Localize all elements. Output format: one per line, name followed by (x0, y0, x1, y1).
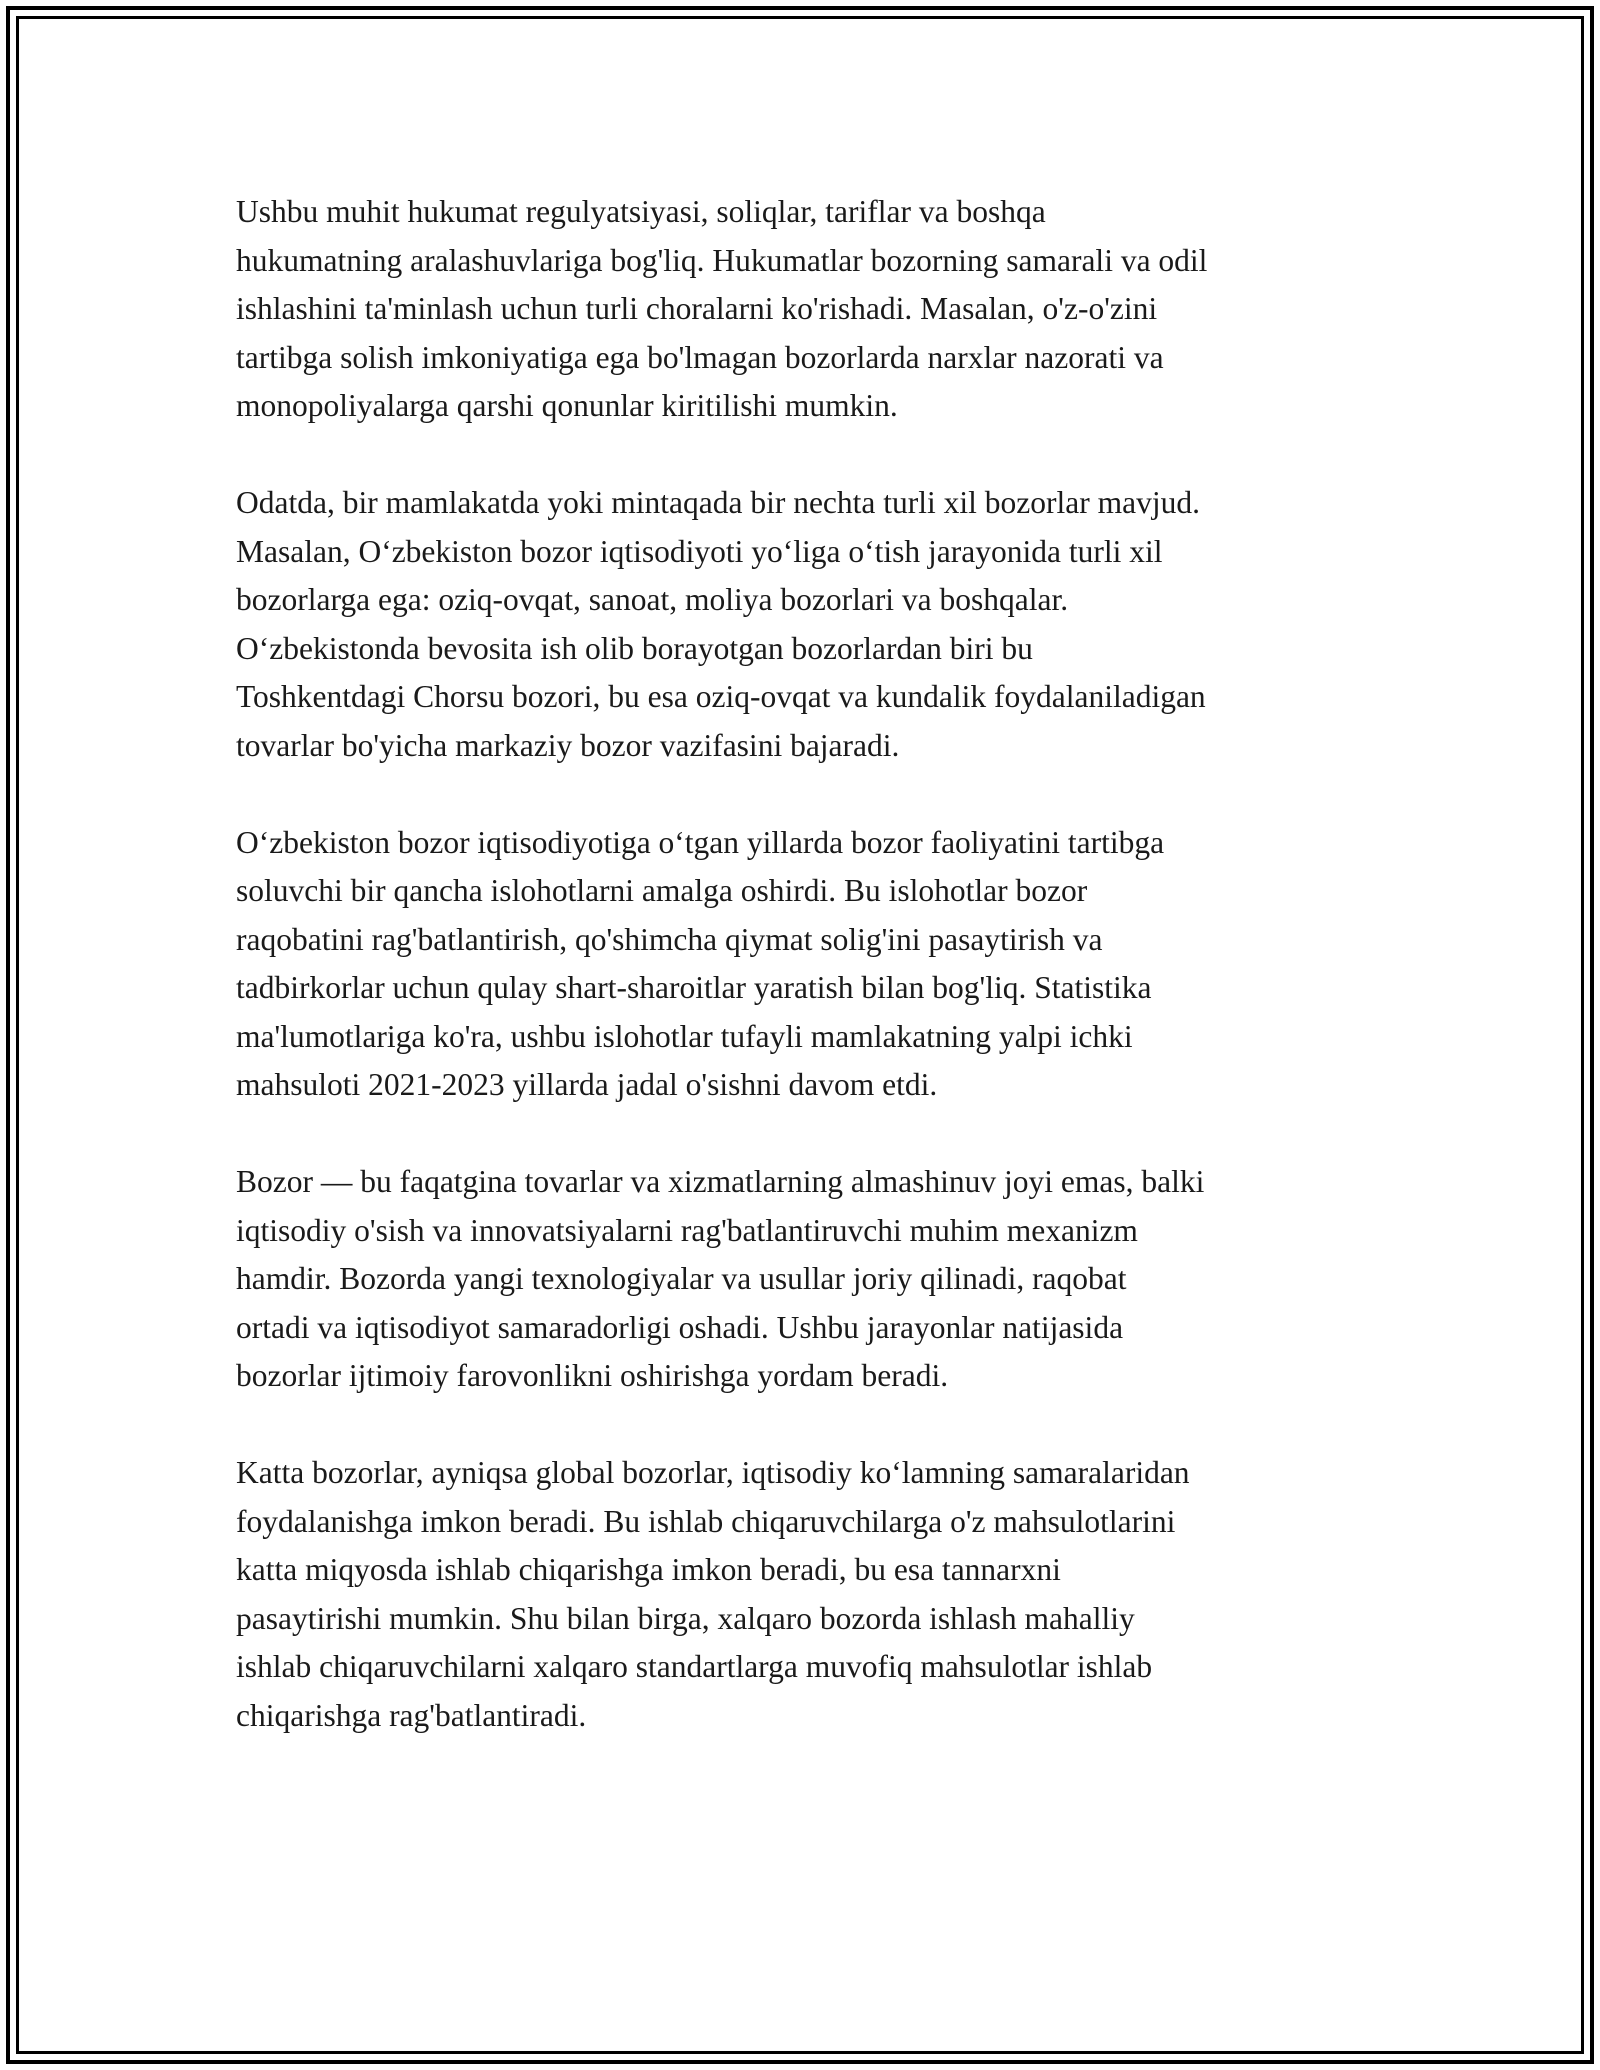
paragraph-4: Bozor — bu faqatgina tovarlar va xizmatlarning almashinuv joyi emas, balki iqtisodiy o'sish va innovatsiyalarni rag'batlantiruvchi muhim mexanizm hamdir. Bozorda yangi texnologiyalar va usullar joriy qilinadi, raqobat ortadi va iqtisodiyot samaradorligi oshadi. Ushbu jarayonlar natijasida bozorlar ijtimoiy farovonlikni oshirishga yordam beradi. (236, 1164, 1205, 1393)
document-body (236, 188, 1386, 1789)
paragraph-1: Ushbu muhit hukumat regulyatsiyasi, soliqlar, tariflar va boshqa hukumatning aralashuvlariga bog'liq. Hukumatlar bozorning samarali va odil ishlashini ta'minlash uchun turli choralarni ko'rishadi. Masalan, o'z-o'zini tartibga solish imkoniyatiga ega bo'lmagan bozorlarda narxlar nazorati va monopoliyalarga qarshi qonunlar kiritilishi mumkin. (236, 194, 1208, 423)
paragraph-2: Odatda, bir mamlakatda yoki mintaqada bir nechta turli xil bozorlar mavjud. Masalan, O‘zbekiston bozor iqtisodiyoti yo‘liga o‘tish jarayonida turli xil bozorlarga ega: oziq-ovqat, sanoat, moliya bozorlari va boshqalar. O‘zbekistonda bevosita ish olib borayotgan bozorlardan biri bu Toshkentdagi Chorsu bozori, bu esa oziq-ovqat va kundalik foydalaniladigan tovarlar bo'yicha markaziy bozor vazifasini bajaradi. (236, 485, 1206, 763)
paragraph-5: Katta bozorlar, ayniqsa global bozorlar, iqtisodiy ko‘lamning samaralaridan foydalanishga imkon beradi. Bu ishlab chiqaruvchilarga o'z mahsulotlarini katta miqyosda ishlab chiqarishga imkon beradi, bu esa tannarxni pasaytirishi mumkin. Shu bilan birga, xalqaro bozorda ishlash mahalliy ishlab chiqaruvchilarni xalqaro standartlarga muvofiq mahsulotlar ishlab chiqarishga rag'batlantiradi. (236, 1455, 1190, 1733)
paragraph-3: O‘zbekiston bozor iqtisodiyotiga o‘tgan yillarda bozor faoliyatini tartibga soluvchi bir qancha islohotlarni amalga oshirdi. Bu islohotlar bozor raqobatini rag'batlantirish, qo'shimcha qiymat solig'ini pasaytirish va tadbirkorlar uchun qulay shart-sharoitlar yaratish bilan bog'liq. Statistika ma'lumotlariga ko'ra, ushbu islohotlar tufayli mamlakatning yalpi ichki mahsuloti 2021-2023 yillarda jadal o'sishni davom etdi. (236, 824, 1165, 1102)
